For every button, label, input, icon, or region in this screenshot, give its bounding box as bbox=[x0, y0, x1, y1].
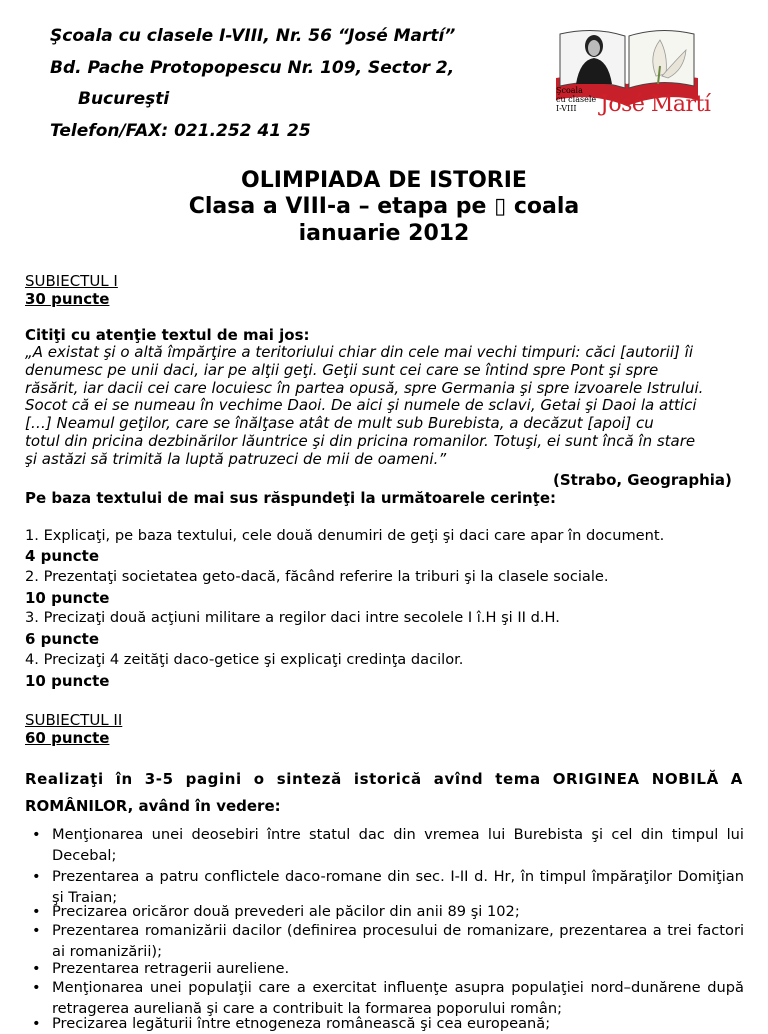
school-phone-line: Telefon/FAX: 021.252 41 25 bbox=[50, 121, 311, 141]
subject-1-instruction: Citiţi cu atenţie textul de mai jos: bbox=[25, 326, 310, 344]
quote-line: totul din pricina dezbinărilor lăuntrice şi din pricina romanilor. Totuşi, ei sunt încă în stare bbox=[25, 431, 696, 450]
bullet-item: • Prezentarea romanizării dacilor (definirea procesului de romanizare, prezentarea a trei factori ai romanizării); bbox=[52, 920, 744, 962]
quote-line: Socot că ei se numeau în vechime Daoi. De aici şi numele de sclavi, Getai şi Daoi la attici bbox=[25, 396, 697, 415]
bullet-item: • Prezentarea a patru conflictele daco-romane din sec. I-II d. Hr, în timpul împăraţilor Domiţian şi Traian; bbox=[52, 866, 744, 908]
subject-2-intro-line-2: ROMÂNILOR, având în vedere: bbox=[25, 797, 281, 815]
task-3-points: 6 puncte bbox=[25, 630, 99, 648]
bullet-item: • Menţionarea unei deosebiri între statul dac din vremea lui Burebista şi cel din timpul lui Decebal; bbox=[52, 824, 744, 866]
quote-source: (Strabo, Geographia) bbox=[553, 471, 732, 489]
bullet-item: • Precizarea oricăror două prevederi ale păcilor din anii 89 şi 102; bbox=[52, 901, 744, 922]
bullet-item: • Precizarea legăturii între etnogeneza românească şi cea europeană; bbox=[52, 1013, 744, 1034]
subject-1-points: 30 puncte bbox=[25, 290, 110, 308]
school-city-line: Bucureşti bbox=[78, 89, 170, 109]
quote-line: denumesc pe unii daci, iar pe alţii geţi. Geţii sunt cei care se întind spre Pont şi spre bbox=[25, 360, 659, 379]
quote-line: […] Neamul geţilor, care se înălţase atât de mult sub Burebista, a decăzut [apoi] cu bbox=[25, 414, 654, 433]
document-title: OLIMPIADA DE ISTORIE bbox=[241, 168, 527, 193]
logo-small-text: Şcoala cu clasele I-VIII bbox=[556, 86, 597, 113]
school-name-line: Şcoala cu clasele I-VIII, Nr. 56 “José Martí” bbox=[50, 26, 456, 46]
bullet-item: • Menţionarea unei populaţii care a exercitat influenţe asupra populaţiei nord–dunărene după retragerea aureliană şi care a contribuit la formarea poporului român; bbox=[52, 977, 744, 1019]
quote-line: „A existat şi o altă împărţire a teritoriului chiar din cele mai vechi timpuri: căci [autorii] îi bbox=[25, 343, 694, 361]
task-1-points: 4 puncte bbox=[25, 547, 99, 565]
logo-name: José Martí bbox=[600, 92, 711, 117]
subject-1-heading: SUBIECTUL I bbox=[25, 272, 118, 290]
school-logo bbox=[552, 26, 711, 126]
task-intro: Pe baza textului de mai sus răspundeţi la următoarele cerinţe: bbox=[25, 489, 557, 507]
quote-line: şi astăzi să trimită la luptă patruzeci de mii de oameni.” bbox=[25, 449, 447, 468]
subject-2-heading: SUBIECTUL II bbox=[25, 711, 123, 729]
document-date: ianuarie 2012 bbox=[298, 221, 470, 246]
quote-line: răsărit, iar dacii cei care locuiesc în partea opusă, spre Germania şi spre izvoarele Istrului. bbox=[25, 378, 704, 397]
task-4-points: 10 puncte bbox=[25, 672, 110, 690]
task-4: 4. Precizaţi 4 zeităţi daco-getice şi explicaţi credinţa dacilor. bbox=[25, 651, 464, 668]
subject-2-intro-line-1: Realizaţi în 3-5 pagini o sinteză istorică avînd tema ORIGINEA NOBILĂ A bbox=[25, 770, 743, 788]
task-2-points: 10 puncte bbox=[25, 589, 110, 607]
document-subtitle: Clasa a VIII-a – etapa pe ▯ coala bbox=[188, 194, 580, 219]
task-3: 3. Precizaţi două acţiuni militare a regilor daci intre secolele I î.H şi II d.H. bbox=[25, 609, 560, 626]
school-address-line: Bd. Pache Protopopescu Nr. 109, Sector 2, bbox=[50, 58, 455, 78]
subject-2-points: 60 puncte bbox=[25, 729, 110, 747]
bullet-item: • Prezentarea retragerii aureliene. bbox=[52, 958, 744, 979]
task-2: 2. Prezentaţi societatea geto-dacă, făcând referire la triburi şi la clasele sociale. bbox=[25, 568, 609, 585]
historical-quote bbox=[25, 344, 747, 469]
task-1: 1. Explicaţi, pe baza textului, cele două denumiri de geţi şi daci care apar în document. bbox=[25, 527, 665, 544]
